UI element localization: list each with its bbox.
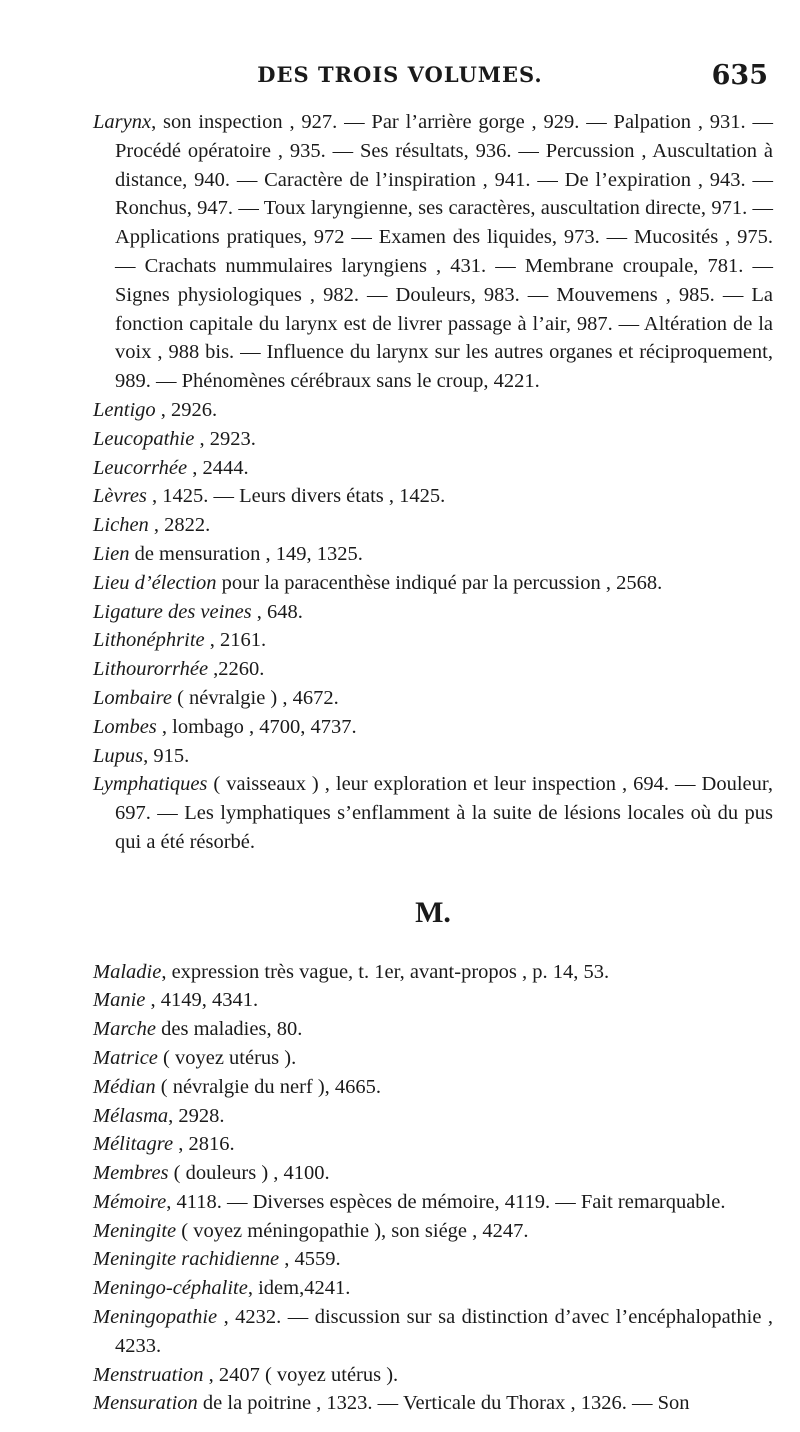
index-references: , son inspection , 927. — Par l’arrière gorge , 929. — Palpation , 931. — Procédé opératoire , 935. — Ses résultats, 936. — Percussion , Auscultation à distance, 940. — Caractère de l’inspiration , 941. — De l’expiration , 943. — Ronchus, 947. — Toux laryngienne, ses caractères, auscultation directe, 971. — Applications pratiques, 972 — Examen des liquides, 973. — Mucosités , 975. — Crachats nummulaires laryngiens , 431. — Membrane croupale, 781. — Signes physiologiques , 982. — Douleurs, 983. — Mouvemens , 985. — La fonction capitale du larynx est de livrer passage à l’air, 987. — Altération de la voix , 988 bis. — Influence du larynx sur les autres organes et réciproquement, 989. — Phénomènes cérébraux sans le croup, 4221. (115, 111, 773, 393)
index-references: , 4118. — Diverses espèces de mémoire, 4119. — Fait remarquable. (166, 1190, 726, 1213)
index-term: Lymphatiques (93, 773, 208, 796)
index-entry (93, 1102, 773, 1131)
index-entry (93, 396, 773, 425)
index-term: Meningite (93, 1219, 177, 1242)
index-entry (93, 742, 773, 771)
index-term: Lithonéphrite (93, 629, 205, 652)
index-references: , 4232. — discussion sur sa distinction d’avec l’encéphalopathie , 4233. (115, 1306, 773, 1357)
section-letter: M. (415, 895, 451, 929)
index-references: ,2260. (208, 658, 265, 681)
index-entry (93, 655, 773, 684)
index-entry (93, 598, 773, 627)
index-term: Mélitagre (93, 1133, 174, 1156)
index-references: , 2444. (187, 456, 249, 479)
index-entry (93, 1274, 773, 1303)
index-references: , 915. (143, 744, 190, 767)
index-term: Lombes (93, 715, 157, 738)
index-references: , 648. (251, 600, 303, 623)
index-entry (93, 1044, 773, 1073)
index-term: Maladie (93, 960, 162, 983)
index-term: Lithourorrhée (93, 658, 209, 681)
running-head (0, 60, 800, 100)
index-references: , idem,4241. (247, 1277, 351, 1300)
index-references: ( vaisseaux ) , leur exploration et leur inspection , 694. — Douleur, 697. — Les lymphatiques s’enflamment à la suite de lésions locales où du pus qui a été résorbé. (115, 773, 773, 853)
index-term: Mémoire (93, 1190, 167, 1213)
index-term: Mensuration (93, 1392, 198, 1415)
index-term: Lieu d’élection (93, 571, 217, 594)
index-term: Médian (93, 1075, 156, 1098)
index-entry (93, 1389, 773, 1418)
index-term: Marche (93, 1018, 156, 1041)
index-references: , 2923. (194, 427, 256, 450)
index-entry (93, 1130, 773, 1159)
index-references: de mensuration , 149, 1325. (129, 542, 363, 565)
index-references: , 4149, 4341. (145, 989, 259, 1012)
index-references: ( douleurs ) , 4100. (168, 1162, 330, 1185)
index-references: ( névralgie du nerf ), 4665. (155, 1075, 382, 1098)
index-term: Meningopathie (93, 1306, 218, 1329)
index-entry (93, 958, 773, 987)
index-references: , 2161. (204, 629, 267, 652)
index-entry (93, 454, 773, 483)
index-entry (93, 569, 773, 598)
index-term: Lombaire (93, 686, 172, 709)
index-term: Manie (93, 989, 146, 1012)
index-term: Mélasma (93, 1104, 169, 1127)
index-term: Lentigo (93, 398, 156, 421)
index-entry (93, 713, 773, 742)
index-term: Meningite rachidienne (93, 1248, 280, 1271)
index-entry (93, 108, 773, 396)
index-entry (93, 626, 773, 655)
index-body (93, 108, 773, 1418)
index-section-m (93, 958, 773, 1419)
index-references: ( voyez méningopathie ), son siége , 4247. (176, 1219, 529, 1242)
index-references: ( névralgie ) , 4672. (171, 686, 339, 709)
index-term: Larynx (93, 111, 152, 133)
index-references: , 2926. (155, 398, 218, 421)
index-entry (93, 1073, 773, 1102)
index-references: , 1425. — Leurs divers états , 1425. (146, 485, 446, 508)
index-entry (93, 1245, 773, 1274)
index-entry (93, 540, 773, 569)
index-references: , 2822. (148, 514, 211, 537)
index-entry (93, 482, 773, 511)
index-references: , lombago , 4700, 4737. (156, 715, 357, 738)
index-term: Lien (93, 542, 130, 565)
index-entry (93, 684, 773, 713)
index-entry (93, 986, 773, 1015)
index-entry (93, 1015, 773, 1044)
index-entry (93, 425, 773, 454)
index-references: , 2816. (173, 1133, 235, 1156)
index-entry (93, 1303, 773, 1361)
index-term: Leucorrhée (93, 456, 188, 479)
index-term: Meningo-céphalite (93, 1277, 248, 1300)
index-entry (93, 770, 773, 856)
index-entry (93, 1159, 773, 1188)
index-term: Ligature des veines (93, 600, 252, 623)
index-term: Menstruation (93, 1363, 204, 1386)
index-section-l (93, 108, 773, 857)
index-term: Lichen (93, 514, 149, 537)
index-references: , 2928. (168, 1104, 225, 1127)
index-entry (93, 1361, 773, 1390)
index-references: des maladies, 80. (156, 1018, 303, 1041)
index-entry (93, 1217, 773, 1246)
index-references: , expression très vague, t. 1er, avant-propos , p. 14, 53. (161, 960, 610, 983)
index-term: Lèvres (93, 485, 147, 508)
index-references: , 2407 ( voyez utérus ). (203, 1363, 399, 1386)
index-entry (93, 511, 773, 540)
index-references: de la poitrine , 1323. — Verticale du Thorax , 1326. — Son (197, 1392, 690, 1415)
index-references: ( voyez utérus ). (157, 1046, 297, 1069)
index-term: Matrice (93, 1046, 158, 1069)
index-term: Membres (93, 1162, 169, 1185)
index-entry (93, 1188, 773, 1217)
page-number: 635 (711, 60, 768, 91)
index-term: Lupus (93, 744, 144, 767)
running-title: DES TROIS VOLUMES. (257, 62, 543, 87)
index-references: , 4559. (279, 1248, 341, 1271)
index-references: pour la paracenthèse indiqué par la percussion , 2568. (216, 571, 663, 594)
index-term: Leucopathie (93, 427, 195, 450)
